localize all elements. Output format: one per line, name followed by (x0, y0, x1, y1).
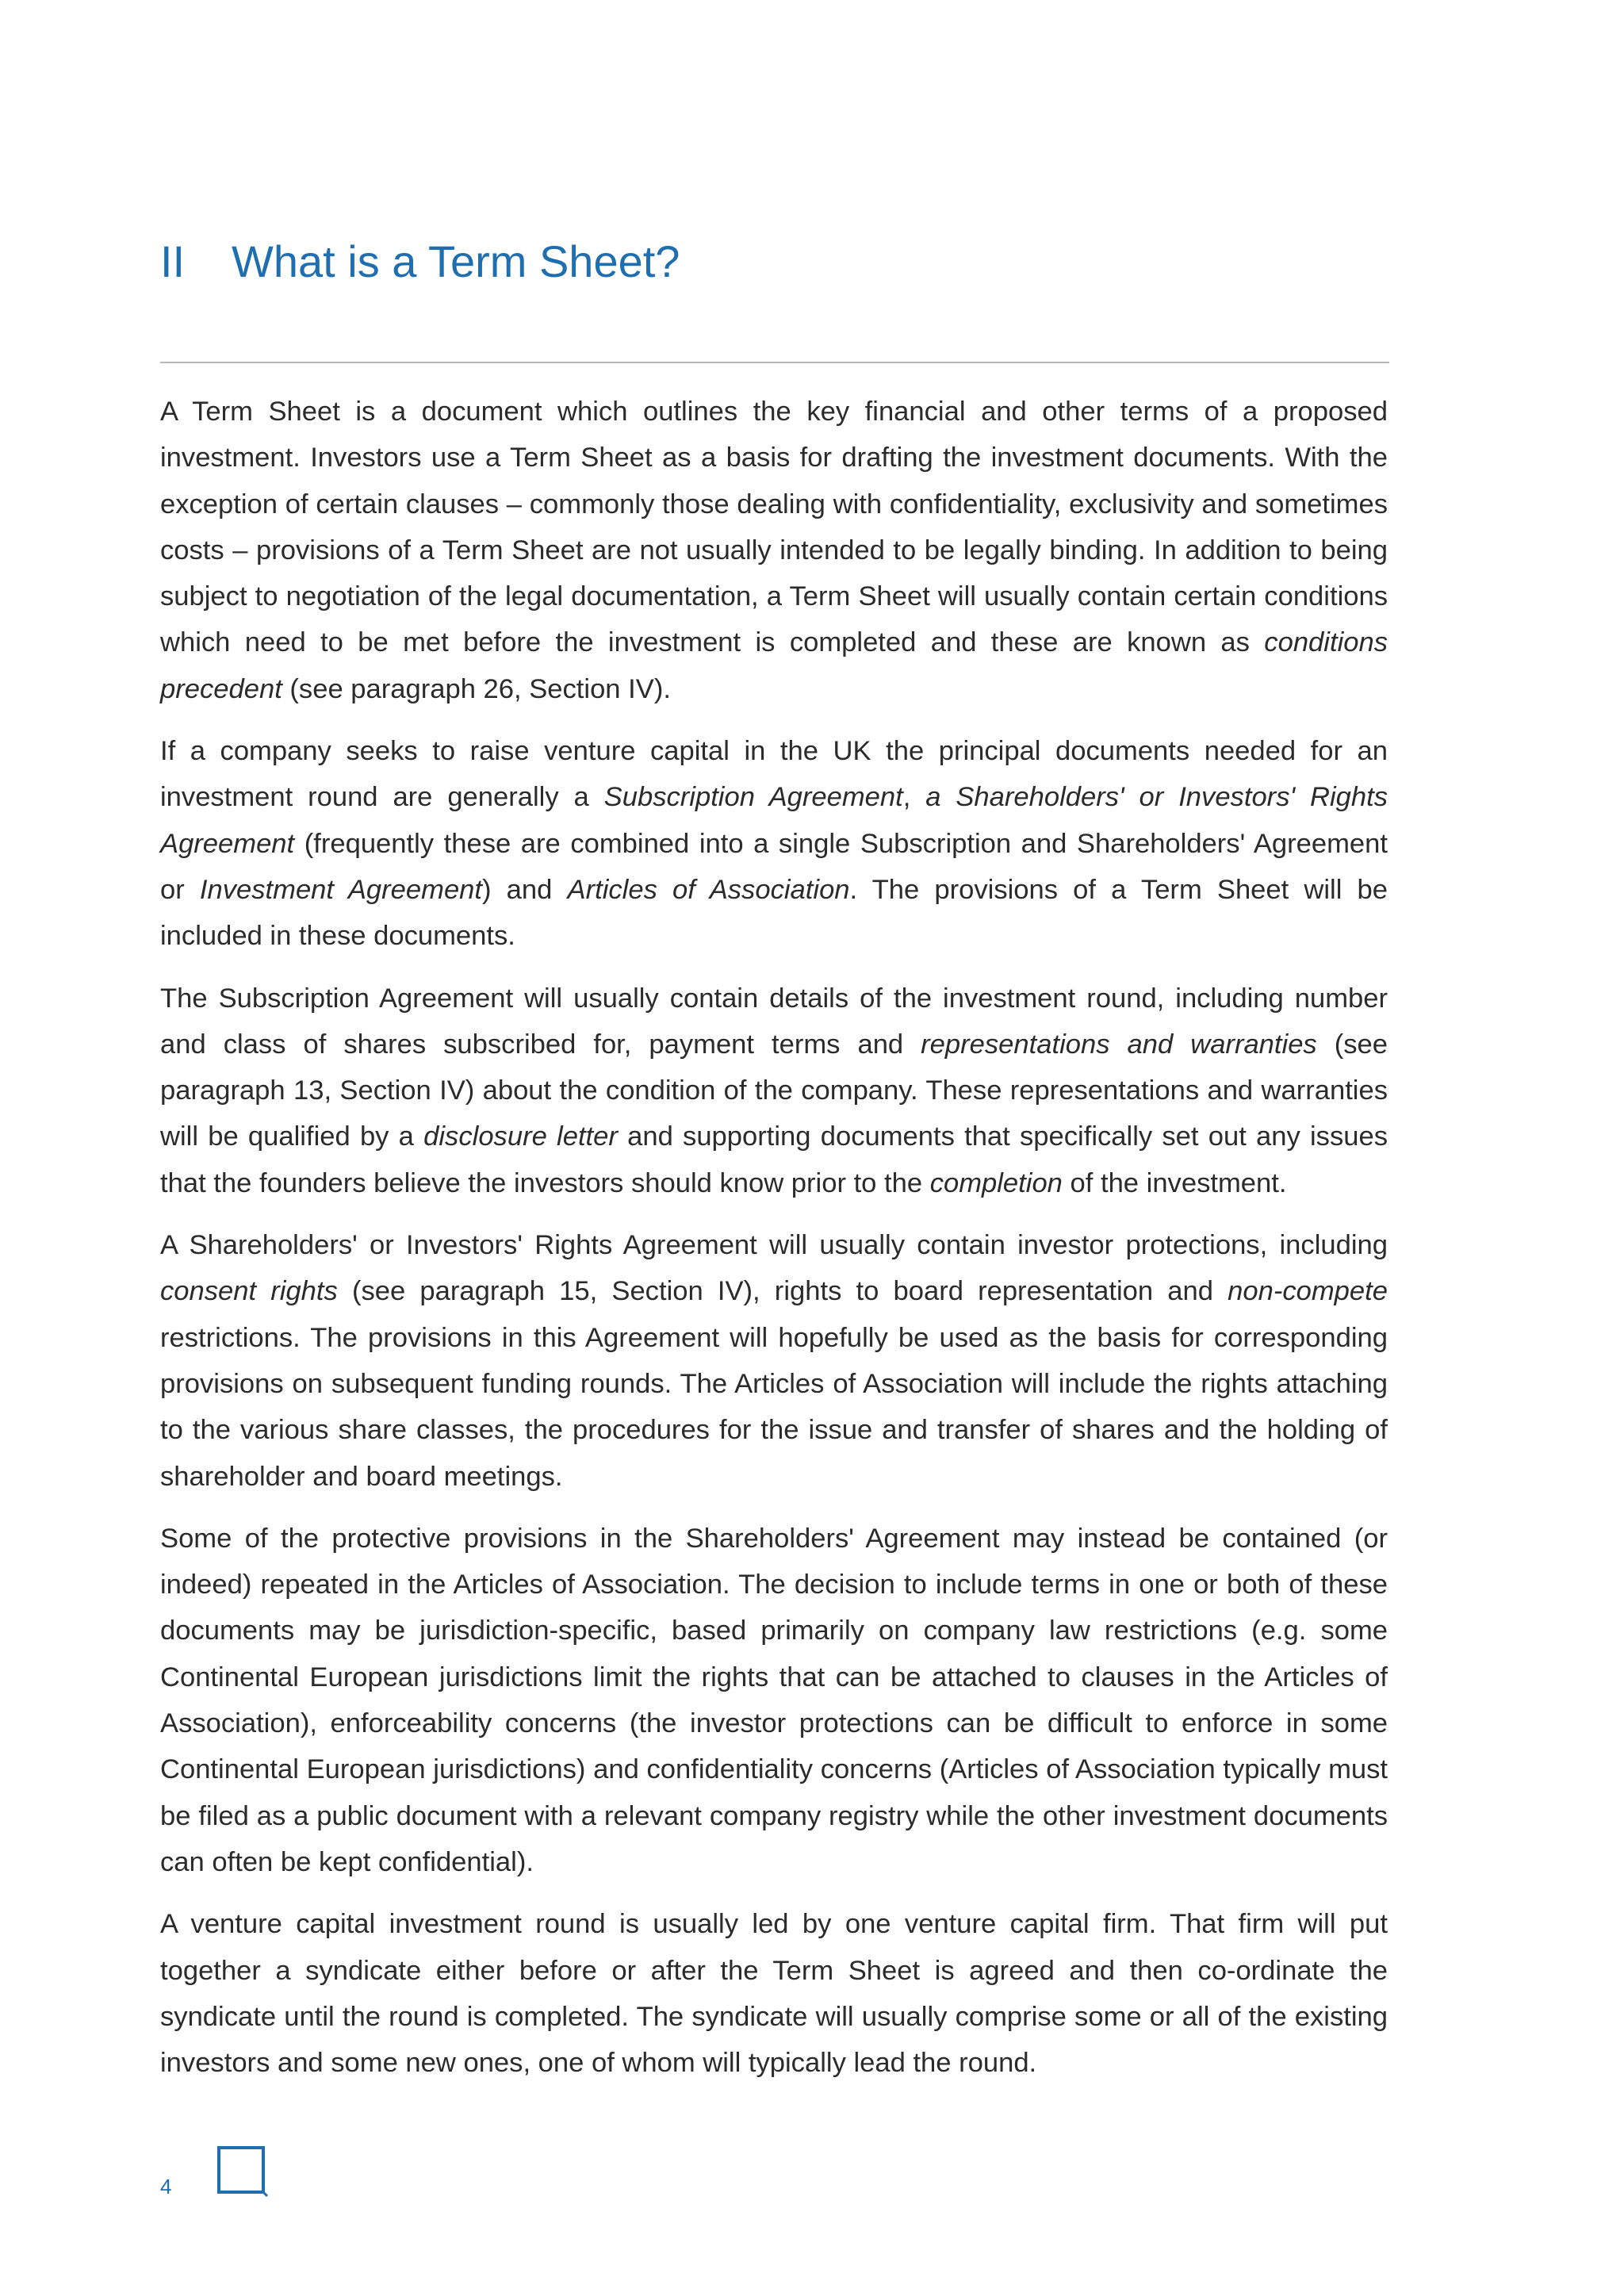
section-number: II (160, 236, 186, 286)
section-heading (160, 236, 680, 287)
paragraph-text: (frequently these are combined into a single Subscription and Shareholders' Agreement or (160, 828, 1388, 905)
paragraph-text: . The provisions of a Term Sheet will be included in these documents. (160, 874, 1388, 952)
paragraph-text: ) and (482, 874, 568, 905)
paragraph-text: If a company seeks to raise venture capital in the UK the principal documents needed for an investment round are generally a (160, 736, 1388, 813)
paragraph (160, 976, 1388, 1206)
italic-term: Articles of Association (567, 874, 850, 905)
paragraph-text: The Subscription Agreement will usually contain details of the investment round, including number and class of shares subscribed for, payment terms and (160, 983, 1388, 1060)
paragraph-text: A venture capital investment round is usually led by one venture capital firm. That firm will put together a syndicate either before or after the Term Sheet is agreed and then co-ordinate the syndicate until the round is completed. The syndicate will usually comprise some or all of the existing investors and some new ones, one of whom will typically lead the round. (160, 1909, 1388, 2079)
italic-term: conditions precedent (160, 627, 1388, 704)
paragraph (160, 1222, 1388, 1500)
paragraph-text: , (902, 782, 926, 813)
paragraph-text: of the investment. (1062, 1167, 1287, 1198)
italic-term: a Shareholders' or Investors' Rights Agreement (160, 782, 1388, 859)
paragraph-text: restrictions. The provisions in this Agreement will hopefully be used as the basis for corresponding provisions on subsequent funding rounds. The Articles of Association will include the rights attaching to the various share classes, the procedures for the issue and transfer of shares and the holding of shareholder and board meetings. (160, 1322, 1388, 1492)
italic-term: completion (929, 1167, 1063, 1198)
paragraph-text: A Shareholders' or Investors' Rights Agreement will usually contain investor protections, including (160, 1230, 1388, 1261)
paragraph (160, 728, 1388, 959)
paragraph-text: A Term Sheet is a document which outlines the key financial and other terms of a proposed investment. Investors use a Term Sheet as a basis for drafting the investment documents. With the exception of certain clauses – commonly those dealing with confidentiality, exclusivity and sometimes costs – provisions of a Term Sheet are not usually intended to be legally binding. In addition to being subject to negotiation of the legal documentation, a Term Sheet will usually contain certain conditions which need to be met before the investment is completed and these are known as (160, 397, 1388, 658)
section-title: What is a Term Sheet? (232, 236, 680, 286)
paragraph (160, 1516, 1388, 1885)
italic-term: Investment Agreement (199, 874, 483, 905)
body-text (160, 389, 1388, 2102)
italic-term: disclosure letter (423, 1121, 618, 1152)
paragraph-text: and supporting documents that specifically set out any issues that the founders believe the investors should know prior to the (160, 1121, 1388, 1198)
paragraph-text: Some of the protective provisions in the Shareholders' Agreement may instead be contained (or indeed) repeated in the Articles of Association. The decision to include terms in one or both of these documents may be jurisdiction-specific, based primarily on company law restrictions (e.g. some Continental European jurisdictions limit the rights that can be attached to clauses in the Articles of Association), enforceability concerns (the investor protections can be difficult to enforce in some Continental European jurisdictions) and confidentiality concerns (Articles of Association typically must be filed as a public document with a relevant company registry while the other investment documents can often be kept confidential). (160, 1523, 1388, 1877)
italic-term: Subscription Agreement (603, 782, 903, 813)
page-number: 4 (160, 2175, 172, 2198)
italic-term: non-compete (1228, 1276, 1388, 1307)
square-bracket-logo-icon (217, 2146, 268, 2197)
paragraph (160, 1901, 1388, 2086)
italic-term: representations and warranties (921, 1029, 1317, 1060)
paragraph-text: (see paragraph 13, Section IV) about the condition of the company. These representations and warranties will be qualified by a (160, 1029, 1388, 1152)
paragraph (160, 389, 1388, 712)
italic-term: consent rights (160, 1276, 338, 1307)
paragraph-text: (see paragraph 15, Section IV), rights to board representation and (337, 1276, 1228, 1307)
paragraph-text: (see paragraph 26, Section IV). (282, 673, 671, 704)
heading-divider (160, 362, 1389, 363)
